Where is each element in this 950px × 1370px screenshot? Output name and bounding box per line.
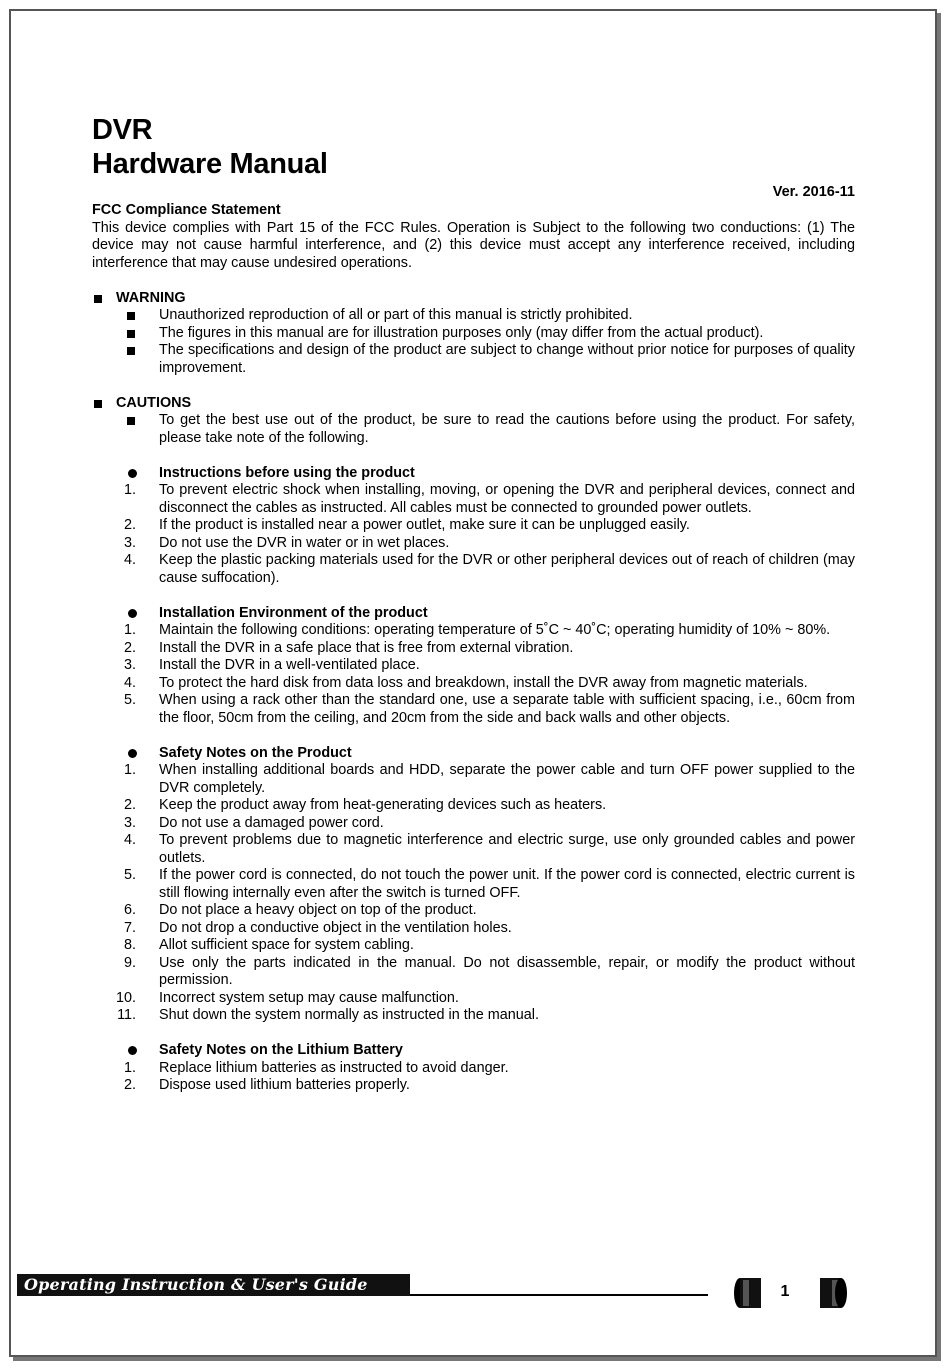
item-text: Dispose used lithium batteries properly. [159, 1077, 410, 1093]
list-item [92, 1077, 855, 1095]
warning-item-text: Unauthorized reproduction of all or part of this manual is strictly prohibited. [159, 307, 633, 323]
list-item [92, 762, 855, 797]
square-bullet-icon [127, 417, 135, 425]
doc-title-line1: DVR [92, 114, 153, 146]
subsection-heading [92, 745, 855, 763]
cautions-section [92, 395, 855, 1095]
item-text: To prevent electric shock when installing, moving, or opening the DVR and peripheral devices, connect and disconnect the cables as instructed. All cables must be connected to grounded power outlets. [159, 482, 855, 516]
item-text: If the product is installed near a power outlet, make sure it can be unplugged easily. [159, 517, 690, 533]
item-number: 8. [123, 937, 136, 953]
version-label: Ver. 2016-11 [772, 184, 855, 200]
item-number: 2. [123, 517, 136, 533]
cautions-heading [92, 395, 855, 413]
item-number: 4. [123, 674, 136, 691]
item-number: 2. [123, 1077, 136, 1093]
list-item [92, 640, 855, 658]
fcc-heading: FCC Compliance Statement [92, 202, 281, 218]
square-bullet-icon [127, 330, 135, 338]
list-item [92, 692, 855, 727]
round-bullet-icon [128, 749, 137, 758]
warning-item [92, 307, 855, 325]
item-text: When using a rack other than the standard one, use a separate table with sufficient spacing, i.e., 60cm from the floor, 50cm from the ceiling, and 20cm from the side and back walls and other objects. [159, 692, 855, 726]
cautions-intro [92, 412, 855, 447]
list-item [92, 657, 855, 675]
item-number: 4. [123, 832, 136, 848]
item-number: 3. [123, 657, 136, 673]
item-number: 9. [123, 954, 136, 971]
item-number: 3. [123, 814, 136, 831]
item-number: 6. [123, 902, 136, 918]
item-text: If the power cord is connected, do not touch the power unit. If the power cord is connected, electric current is still flowing internally even after the switch is turned OFF. [159, 867, 855, 901]
subsection-heading-text: Installation Environment of the product [159, 604, 428, 621]
list-item [92, 955, 855, 990]
list-item [92, 622, 855, 640]
numbered-list [92, 622, 855, 727]
subsection-heading-text: Safety Notes on the Product [159, 744, 352, 761]
item-text: Keep the product away from heat-generating devices such as heaters. [159, 797, 607, 813]
warning-item-text: The specifications and design of the product are subject to change without prior notice for purposes of quality improvement. [159, 342, 855, 376]
item-number: 7. [123, 919, 136, 936]
item-text: Install the DVR in a well-ventilated place. [159, 657, 420, 673]
page-number: 1 [780, 1283, 790, 1300]
item-number: 5. [123, 867, 136, 883]
list-item [92, 867, 855, 902]
page-tab-right-icon [820, 1276, 850, 1310]
subsection-heading [92, 605, 855, 623]
item-text: To prevent problems due to magnetic interference and electric surge, use only grounded cables and power outlets. [159, 832, 855, 866]
round-bullet-icon [128, 1046, 137, 1055]
list-item [92, 482, 855, 517]
item-number: 4. [123, 552, 136, 568]
item-text: Do not use a damaged power cord. [159, 814, 384, 831]
square-bullet-icon [94, 400, 102, 408]
subsection-heading-text: Safety Notes on the Lithium Battery [159, 1042, 403, 1058]
item-number: 1. [123, 762, 136, 778]
list-item [92, 920, 855, 938]
item-number: 2. [123, 639, 136, 656]
item-text: Shut down the system normally as instructed in the manual. [159, 1007, 539, 1023]
item-number: 10. [115, 989, 136, 1006]
footer-banner: Operating Instruction & User's Guide [17, 1274, 410, 1296]
item-text: Use only the parts indicated in the manual. Do not disassemble, repair, or modify the product without permission. [159, 954, 855, 988]
item-number: 11. [117, 1007, 136, 1023]
item-text: Do not use the DVR in water or in wet places. [159, 534, 450, 551]
list-item [92, 1060, 855, 1078]
item-text: Replace lithium batteries as instructed to avoid danger. [159, 1059, 509, 1076]
item-text: Allot sufficient space for system cabling. [159, 937, 414, 953]
cautions-intro-text: To get the best use out of the product, be sure to read the cautions before using the product. For safety, please take note of the following. [159, 412, 855, 446]
round-bullet-icon [128, 469, 137, 478]
item-text: Do not drop a conductive object in the ventilation holes. [159, 919, 512, 936]
list-item [92, 990, 855, 1008]
list-item [92, 517, 855, 535]
item-number: 1. [123, 622, 136, 638]
round-bullet-icon [128, 609, 137, 618]
doc-title-line2: Hardware Manual [92, 148, 328, 180]
subsection-heading-text: Instructions before using the product [159, 464, 415, 481]
item-number: 1. [123, 1059, 136, 1076]
numbered-list [92, 762, 855, 1025]
list-item [92, 902, 855, 920]
list-item [92, 937, 855, 955]
item-text: Install the DVR in a safe place that is free from external vibration. [159, 639, 574, 656]
list-item [92, 797, 855, 815]
item-text: When installing additional boards and HDD, separate the power cable and turn OFF power supplied to the DVR completely. [159, 762, 855, 796]
warning-item-text: The figures in this manual are for illustration purposes only (may differ from the actual product). [159, 324, 764, 341]
numbered-list [92, 1060, 855, 1095]
item-text: To protect the hard disk from data loss and breakdown, install the DVR away from magnetic materials. [159, 674, 808, 691]
item-text: Keep the plastic packing materials used for the DVR or other peripheral devices out of reach of children (may cause suffocation). [159, 552, 855, 586]
item-number: 1. [123, 482, 136, 498]
item-number: 5. [123, 692, 136, 708]
square-bullet-icon [127, 347, 135, 355]
numbered-list [92, 482, 855, 587]
list-item [92, 675, 855, 693]
list-item [92, 1007, 855, 1025]
square-bullet-icon [127, 312, 135, 320]
item-number: 2. [123, 797, 136, 813]
document-body [92, 202, 855, 1095]
fcc-body: This device complies with Part 15 of the FCC Rules. Operation is Subject to the following two conductions: (1) The device may not cause harmful interference, and (2) this device must accept any interference received, including interference that may cause undesired operations. [92, 219, 855, 271]
cautions-heading-text: CAUTIONS [116, 394, 192, 411]
warning-heading [92, 290, 855, 308]
warning-item [92, 342, 855, 377]
list-item [92, 832, 855, 867]
item-text: Incorrect system setup may cause malfunction. [159, 989, 459, 1006]
footer-rule [410, 1294, 708, 1296]
subsection-heading [92, 1042, 855, 1060]
page-tab-left-icon [731, 1276, 761, 1310]
list-item [92, 815, 855, 833]
item-number: 3. [123, 534, 136, 551]
item-text: Do not place a heavy object on top of the product. [159, 902, 477, 918]
subsection-heading [92, 465, 855, 483]
list-item [92, 552, 855, 587]
item-text: Maintain the following conditions: operating temperature of 5˚C ~ 40˚C; operating humidity of 10% ~ 80%. [159, 622, 831, 638]
square-bullet-icon [94, 295, 102, 303]
list-item [92, 535, 855, 553]
warning-heading-text: WARNING [116, 289, 186, 306]
warning-item [92, 325, 855, 343]
warning-section [92, 290, 855, 378]
